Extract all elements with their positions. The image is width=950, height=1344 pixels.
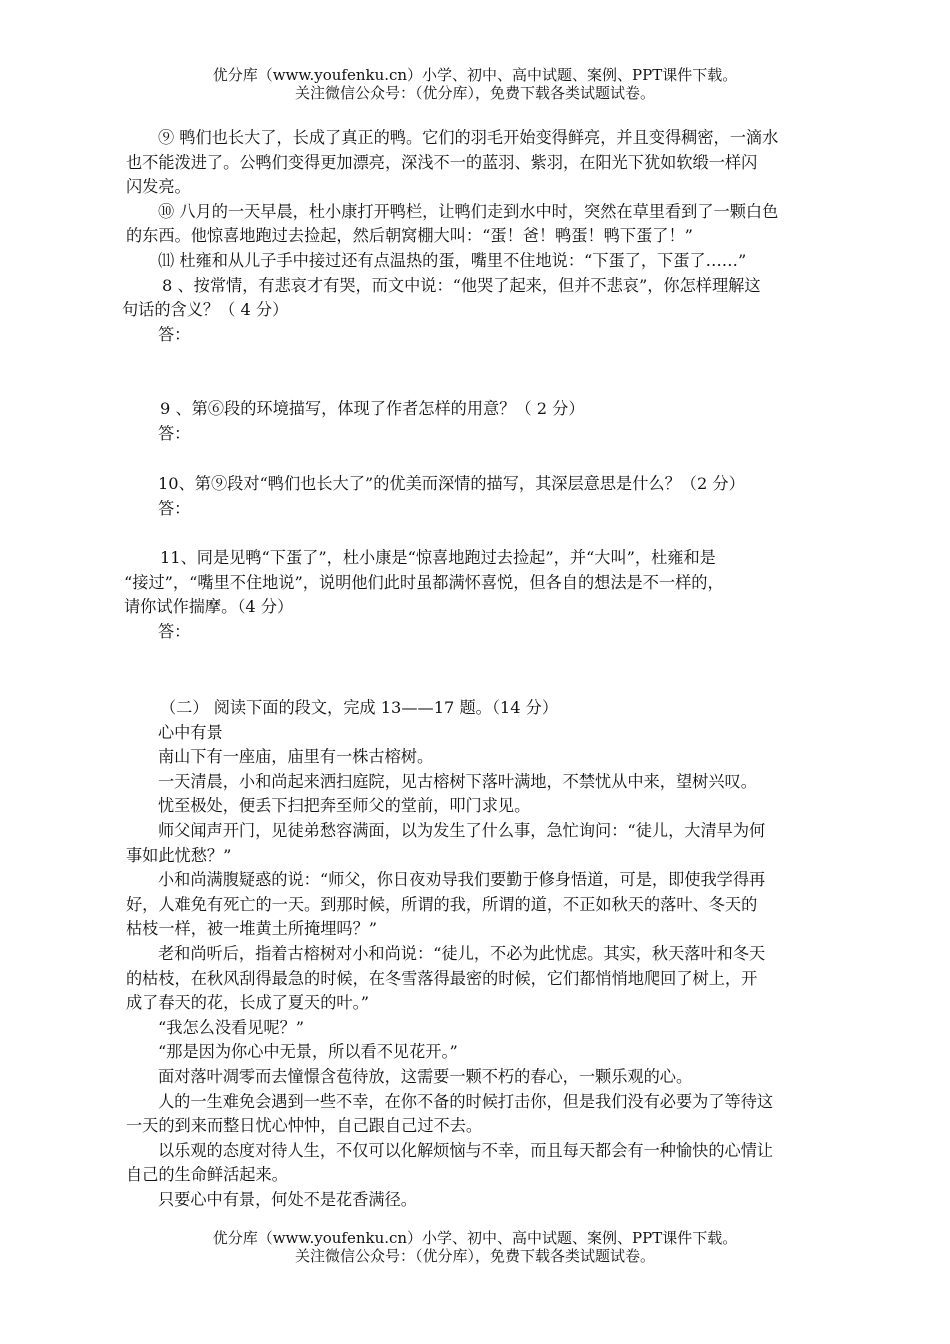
answer-label-q10: 答： bbox=[158, 498, 191, 518]
passage-two-paragraph: 小和尚满腹疑惑的说：“师父，你日夜劝导我们要勤于修身悟道，可是，即使我学得再 好，人难免有死亡的一天。到那时候，所谓的我，所谓的道，不正如秋天的落叶、冬天的 枯枝一样，被一堆黄土所掩埋吗？” bbox=[126, 870, 766, 939]
passage-two bbox=[126, 696, 810, 1212]
question-9: 9 、第⑥段的环境描写，体现了作者怎样的用意？（ 2 分） bbox=[160, 399, 585, 418]
passage-two-body bbox=[126, 745, 810, 1212]
passage-two-paragraph: 只要心中有景，何处不是花香满径。 bbox=[158, 1189, 417, 1209]
question-9-block bbox=[142, 397, 810, 446]
passage-two-title: 心中有景 bbox=[158, 722, 223, 742]
passage-two-paragraph: 南山下有一座庙，庙里有一株古榕树。 bbox=[158, 747, 434, 767]
passage-two-paragraph: 面对落叶凋零而去憧憬含苞待放，这需要一颗不朽的春心，一颗乐观的心。 bbox=[158, 1066, 693, 1086]
paragraph-9: ⑨ 鸭们也长大了，长成了真正的鸭。它们的羽毛开始变得鲜亮，并且变得稠密，一滴水 也不能泼进了。公鸭们变得更加漂亮，深浅不一的蓝羽、紫羽，在阳光下犹如软缎一样闪 闪发亮。 bbox=[126, 128, 779, 197]
question-10-block bbox=[142, 472, 810, 521]
paragraph-11: ⑾ 杜雍和从儿子手中接过还有点温热的蛋，嘴里不住地说：“下蛋了，下蛋了……” bbox=[158, 250, 747, 270]
question-8: 8 、按常情，有悲哀才有哭，而文中说：“他哭了起来，但并不悲哀”，你怎样理解这 句话的含义？（ 4 分） bbox=[122, 275, 761, 320]
answer-label-q11: 答： bbox=[158, 621, 191, 641]
passage-two-paragraph: “那是因为你心中无景，所以看不见花开。” bbox=[158, 1042, 458, 1062]
passage-two-intro: （二） 阅读下面的段文，完成 13——17 题。（14 分） bbox=[160, 698, 559, 717]
passage-two-paragraph: 老和尚听后，指着古榕树对小和尚说：“徒儿，不必为此忧虑。其实，秋天落叶和冬天 的枯枝，在秋风刮得最急的时候，在冬雪落得最密的时候，它们都悄悄地爬回了树上，开 成了春天的花，长成了夏天的叶。” bbox=[126, 943, 766, 1013]
passage-two-paragraph: 忧至极处，便丢下扫把奔至师父的堂前，叩门求见。 bbox=[158, 796, 531, 816]
page-footer bbox=[0, 1229, 950, 1265]
header-line-1: 优分库（www.youfenku.cn）小学、初中、高中试题、案例、PPT课件下载。 bbox=[212, 66, 738, 84]
passage-two-paragraph: 以乐观的态度对待人生，不仅可以化解烦恼与不幸，而且每天都会有一种愉快的心情让 自己的生命鲜活起来。 bbox=[126, 1140, 774, 1185]
passage-two-paragraph: “我怎么没看见呢？” bbox=[158, 1017, 305, 1037]
passage-one-continuation bbox=[122, 126, 810, 347]
paragraph-10: ⑩ 八月的一天早晨，杜小康打开鸭栏，让鸭们走到水中时，突然在草里看到了一颗白色 的东西。他惊喜地跑过去捡起，然后朝窝棚大叫：“蛋！爸！鸭蛋！鸭下蛋了！” bbox=[126, 201, 779, 246]
question-11: 11、同是见鸭“下蛋了”，杜小康是“惊喜地跑过去捡起”，并“大叫”，杜雍和是 “接过”，“嘴里不住地说”，说明他们此时虽都满怀喜悦，但各自的想法是不一样的， 请你试作揣摩。（4 分） bbox=[124, 548, 724, 617]
answer-label-q8: 答： bbox=[158, 324, 191, 344]
question-10: 10、第⑨段对“鸭们也长大了”的优美而深情的描写，其深层意思是什么？（2 分） bbox=[158, 474, 745, 493]
passage-two-paragraph: 人的一生难免会遇到一些不幸，在你不备的时候打击你，但是我们没有必要为了等待这 一天的到来而整日忧心忡忡，自己跟自己过不去。 bbox=[126, 1091, 774, 1136]
passage-two-paragraph: 师父闻声开门，见徒弟愁容满面，以为发生了什么事，急忙询问：“徒儿，大清早为何 事如此忧愁？” bbox=[126, 820, 766, 865]
footer-line-2: 关注微信公众号：（优分库），免费下载各类试题试卷。 bbox=[294, 1247, 655, 1265]
answer-label-q9: 答： bbox=[158, 423, 191, 443]
footer-line-1: 优分库（www.youfenku.cn）小学、初中、高中试题、案例、PPT课件下载。 bbox=[212, 1229, 738, 1247]
question-11-block bbox=[124, 546, 810, 644]
passage-two-paragraph: 一天清晨，小和尚起来洒扫庭院，见古榕树下落叶满地，不禁忧从中来，望树兴叹。 bbox=[158, 771, 757, 791]
page-header bbox=[0, 66, 950, 102]
header-line-2: 关注微信公众号：（优分库），免费下载各类试题试卷。 bbox=[294, 84, 655, 102]
